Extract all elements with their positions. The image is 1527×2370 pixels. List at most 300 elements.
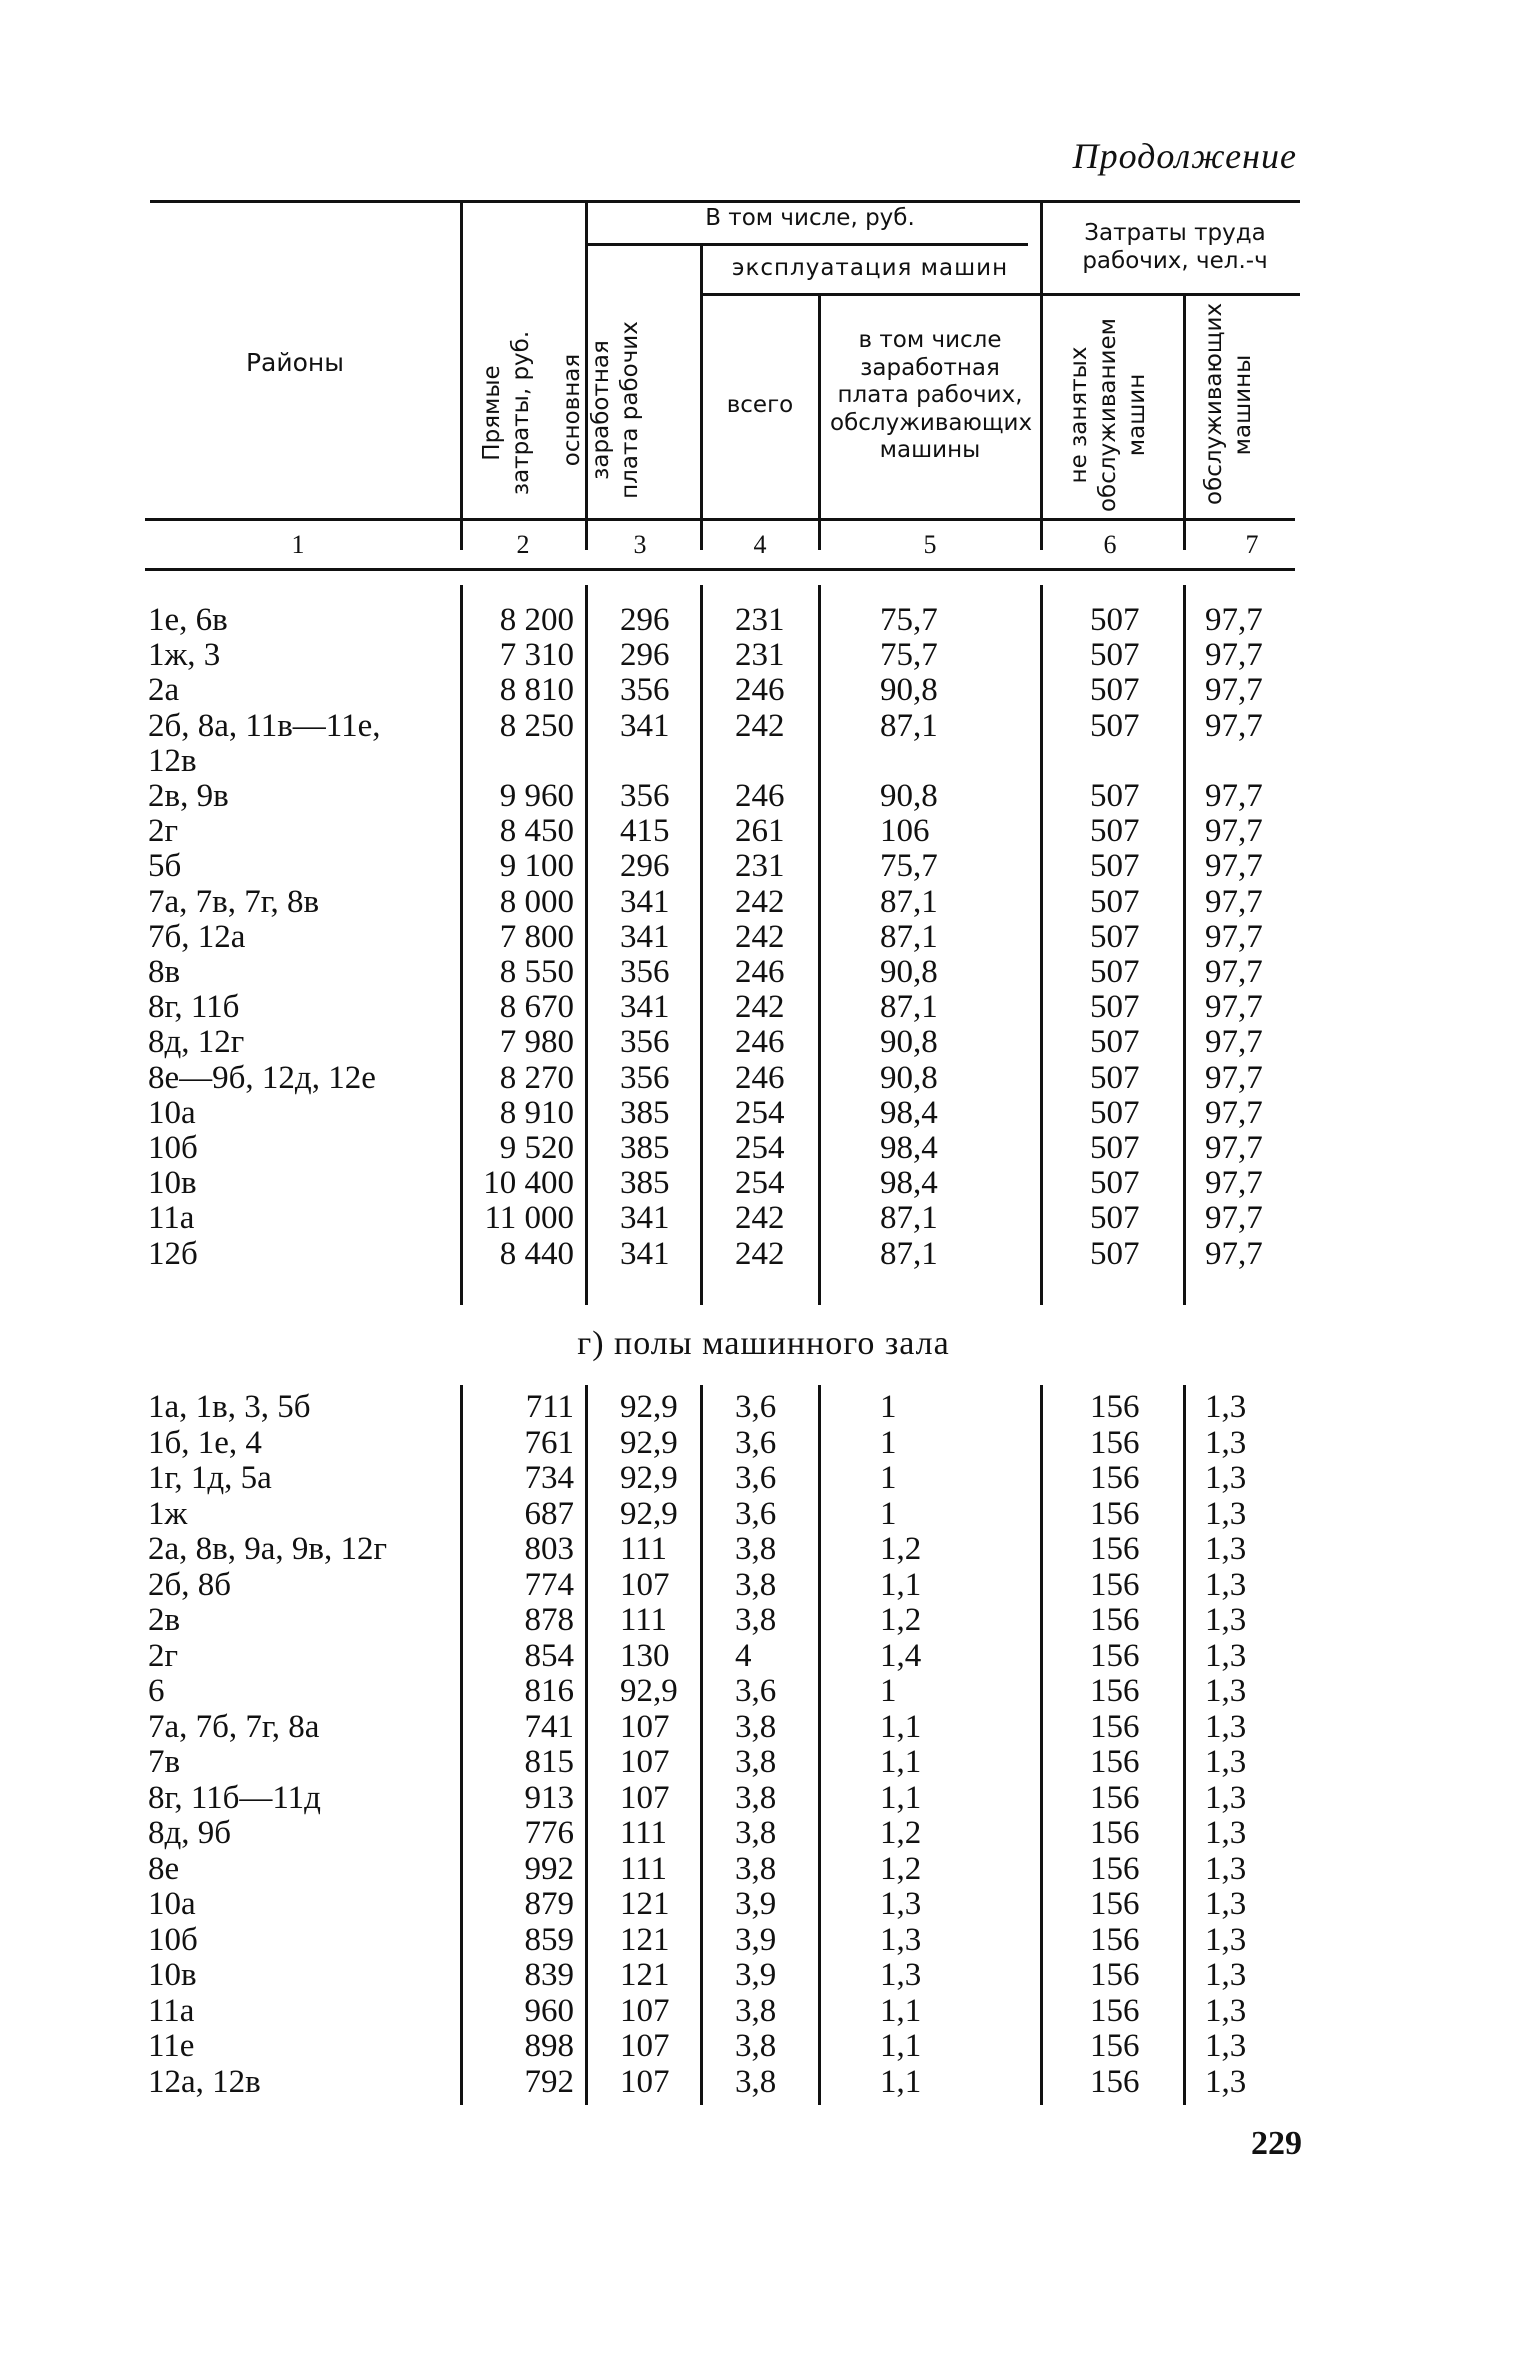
table-row [0, 779, 1527, 814]
header-labor-costs: Затраты труда рабочих, чел.-ч [1082, 220, 1268, 274]
cell-c2: 898 [524, 2028, 574, 2064]
cell-c6: 156 [1090, 1673, 1140, 1709]
cell-c5: 1,2 [880, 1531, 922, 1567]
cell-c5: 98,4 [880, 1094, 938, 1131]
cell-c4: 3,8 [735, 1602, 777, 1638]
cell-c5: 1,1 [880, 1744, 922, 1780]
cell-c7: 1,3 [1205, 1744, 1247, 1780]
cell-c2: 8 670 [499, 989, 574, 1026]
cell-c5: 1,1 [880, 1566, 922, 1603]
cell-c2: 8 450 [499, 813, 574, 850]
cell-c3: 341 [620, 918, 670, 955]
cell-c3: 107 [620, 1566, 670, 1603]
cell-c5: 87,1 [880, 707, 938, 744]
table-row [0, 1166, 1527, 1201]
cell-c7: 97,7 [1205, 778, 1263, 814]
cell-c5: 75,7 [880, 602, 938, 638]
cell-region: 2г [148, 1637, 179, 1674]
cell-c5: 90,8 [880, 778, 938, 814]
cell-c7: 1,3 [1205, 1460, 1247, 1496]
cell-region: 12а, 12в [148, 2063, 261, 2100]
cell-c4: 3,6 [735, 1495, 777, 1532]
cell-c2: 878 [524, 1602, 574, 1638]
cell-c2: 913 [524, 1779, 574, 1816]
cell-c5: 75,7 [880, 848, 938, 885]
cell-c7: 1,3 [1205, 1921, 1247, 1958]
cell-region: 2б, 8б [148, 1566, 232, 1603]
cell-c6: 156 [1090, 1815, 1140, 1851]
cell-c6: 507 [1090, 602, 1140, 638]
cell-c7: 1,3 [1205, 1602, 1247, 1638]
cell-c7: 97,7 [1205, 1165, 1263, 1202]
table-row [0, 1568, 1527, 1603]
page-number: 229 [1251, 2125, 1302, 2162]
cell-c2: 9 100 [499, 848, 574, 885]
table-row [0, 920, 1527, 955]
table-row [0, 1639, 1527, 1674]
table-row [0, 1497, 1527, 1532]
cell-c5: 1 [880, 1495, 897, 1532]
cell-c6: 507 [1090, 707, 1140, 744]
cell-c7: 1,3 [1205, 2028, 1247, 2064]
cell-c6: 156 [1090, 2063, 1140, 2100]
cell-c5: 1,1 [880, 1779, 922, 1816]
cell-region: 6 [148, 1673, 165, 1709]
cell-c5: 87,1 [880, 989, 938, 1026]
cell-c2: 8 200 [499, 602, 574, 638]
cell-c2: 803 [524, 1531, 574, 1567]
cell-region: 2г [148, 813, 179, 850]
table-row [0, 1958, 1527, 1993]
cell-c6: 507 [1090, 1094, 1140, 1131]
cell-c3: 121 [620, 1886, 670, 1922]
cell-c6: 507 [1090, 918, 1140, 955]
cell-c7: 1,3 [1205, 1957, 1247, 1993]
cell-c7: 1,3 [1205, 1815, 1247, 1851]
cell-c6: 507 [1090, 1024, 1140, 1061]
cell-c2: 7 980 [499, 1024, 574, 1061]
cell-c6: 156 [1090, 1992, 1140, 2029]
cell-c3: 111 [620, 1531, 668, 1567]
cell-c7: 97,7 [1205, 813, 1263, 850]
cell-c4: 3,6 [735, 1673, 777, 1709]
cell-c7: 1,3 [1205, 1495, 1247, 1532]
table-row [0, 1710, 1527, 1745]
cell-c5: 1 [880, 1424, 897, 1461]
cell-c3: 341 [620, 1235, 670, 1272]
cell-c4: 231 [735, 848, 785, 885]
table-row [0, 744, 1527, 779]
vrule-6 [1183, 293, 1186, 550]
cell-c4: 254 [735, 1130, 785, 1166]
cell-c2: 859 [524, 1921, 574, 1958]
cell-c5: 1,3 [880, 1886, 922, 1922]
cell-c3: 92,9 [620, 1389, 678, 1425]
cell-c2: 761 [524, 1424, 574, 1461]
cell-c2: 839 [524, 1957, 574, 1993]
cell-c2: 776 [524, 1815, 574, 1851]
cell-region: 2в, 9в [148, 778, 229, 814]
cell-c3: 296 [620, 637, 670, 674]
cell-c5: 1 [880, 1460, 897, 1496]
colnum-5: 5 [923, 530, 937, 559]
cell-c3: 92,9 [620, 1495, 678, 1532]
cell-c3: 341 [620, 989, 670, 1026]
cell-region: 8е [148, 1850, 180, 1887]
cell-c5: 90,8 [880, 672, 938, 709]
cell-c7: 97,7 [1205, 672, 1263, 709]
cell-region: 11е [148, 2028, 195, 2064]
header-top-rule [150, 200, 1300, 203]
cell-c5: 90,8 [880, 1059, 938, 1096]
cell-c3: 107 [620, 1779, 670, 1816]
cell-c7: 1,3 [1205, 1424, 1247, 1461]
cell-region: 1е, 6в [148, 602, 228, 638]
header-direct-costs: Прямые затраты, руб. [479, 330, 534, 496]
table-row [0, 1887, 1527, 1922]
continued-label: Продолжение [1072, 136, 1297, 176]
cell-c7: 1,3 [1205, 1992, 1247, 2029]
cell-c3: 356 [620, 1024, 670, 1061]
table-row [0, 1674, 1527, 1709]
cell-c7: 97,7 [1205, 707, 1263, 744]
table-row [0, 1390, 1527, 1425]
cell-c3: 111 [620, 1815, 668, 1851]
cell-c6: 507 [1090, 1200, 1140, 1237]
table-row [0, 990, 1527, 1025]
cell-c3: 130 [620, 1637, 670, 1674]
cell-c7: 97,7 [1205, 954, 1263, 990]
section-title-floors: г) полы машинного зала [577, 1325, 950, 1362]
cell-region: 7б, 12а [148, 918, 246, 955]
header-machine-operation: эксплуатация машин [731, 255, 1009, 281]
cell-c6: 156 [1090, 1779, 1140, 1816]
subheader-rule-2 [700, 293, 1300, 296]
cell-c6: 156 [1090, 1602, 1140, 1638]
header-machine-service: обслуживающих машины [1201, 302, 1256, 505]
cell-c4: 231 [735, 637, 785, 674]
colnum-2: 2 [516, 530, 530, 559]
cell-c7: 1,3 [1205, 1566, 1247, 1603]
cell-c4: 261 [735, 813, 785, 850]
cell-c4: 246 [735, 778, 785, 814]
cell-region: 7а, 7б, 7г, 8а [148, 1708, 320, 1745]
cell-c3: 296 [620, 602, 670, 638]
table-row [0, 2029, 1527, 2064]
cell-c7: 97,7 [1205, 1094, 1263, 1131]
colnum-3: 3 [633, 530, 647, 559]
cell-c7: 97,7 [1205, 989, 1263, 1026]
cell-c6: 507 [1090, 672, 1140, 709]
cell-c4: 3,8 [735, 1531, 777, 1567]
table-row [0, 638, 1527, 673]
cell-region: 2б, 8а, 11в—11е, [148, 707, 381, 744]
table-row [0, 2065, 1527, 2100]
cell-c3: 107 [620, 1992, 670, 2029]
table-row [0, 709, 1527, 744]
cell-c7: 97,7 [1205, 1200, 1263, 1237]
cell-c4: 246 [735, 1059, 785, 1096]
cell-region: 7в [148, 1744, 181, 1780]
cell-c7: 1,3 [1205, 1389, 1247, 1425]
cell-c4: 242 [735, 1235, 785, 1272]
cell-region: 10а [148, 1886, 196, 1922]
cell-c2: 8 250 [499, 707, 574, 744]
cell-c4: 3,9 [735, 1921, 777, 1958]
cell-region: 1г, 1д, 5а [148, 1460, 272, 1496]
cell-c6: 156 [1090, 1850, 1140, 1887]
cell-c3: 107 [620, 2063, 670, 2100]
cell-c3: 356 [620, 672, 670, 709]
cell-region: 8е—9б, 12д, 12е [148, 1059, 376, 1096]
table-row [0, 1745, 1527, 1780]
cell-c7: 1,3 [1205, 1673, 1247, 1709]
cell-c2: 687 [524, 1495, 574, 1532]
cell-c6: 156 [1090, 1460, 1140, 1496]
colnum-6: 6 [1103, 530, 1117, 559]
cell-c4: 254 [735, 1094, 785, 1131]
cell-c3: 296 [620, 848, 670, 885]
cell-c3: 121 [620, 1957, 670, 1993]
cell-region: 10а [148, 1094, 196, 1131]
cell-c5: 1,2 [880, 1850, 922, 1887]
vrule-4 [818, 293, 821, 550]
cell-c3: 107 [620, 1708, 670, 1745]
cell-c7: 97,7 [1205, 848, 1263, 885]
header-not-machine-service: не занятых обслуживанием машин [1066, 317, 1150, 513]
cell-c2: 734 [524, 1460, 574, 1496]
cell-c7: 97,7 [1205, 1235, 1263, 1272]
cell-c6: 156 [1090, 1566, 1140, 1603]
cell-c5: 1,2 [880, 1602, 922, 1638]
cell-region: 8г, 11б [148, 989, 240, 1026]
cell-c4: 3,6 [735, 1389, 777, 1425]
cell-c4: 3,8 [735, 2063, 777, 2100]
cell-c2: 8 000 [499, 883, 574, 920]
cell-c3: 92,9 [620, 1460, 678, 1496]
table-row [0, 1852, 1527, 1887]
vrule-1 [460, 200, 463, 550]
cell-c2: 8 550 [499, 954, 574, 990]
cell-c4: 254 [735, 1165, 785, 1202]
cell-c6: 156 [1090, 1744, 1140, 1780]
cell-c2: 8 440 [499, 1235, 574, 1272]
cell-c3: 356 [620, 778, 670, 814]
cell-region: 8в [148, 954, 181, 990]
table-row [0, 1603, 1527, 1638]
cell-c4: 3,8 [735, 1708, 777, 1745]
cell-c5: 87,1 [880, 918, 938, 955]
cell-c4: 246 [735, 672, 785, 709]
cell-c2: 11 000 [484, 1200, 574, 1237]
cell-c4: 4 [735, 1637, 752, 1674]
cell-c3: 341 [620, 1200, 670, 1237]
vrule-5 [1040, 200, 1043, 550]
cell-c5: 90,8 [880, 1024, 938, 1061]
colnum-bottom-rule [145, 568, 1295, 571]
header-including-rub: В том числе, руб. [705, 205, 915, 231]
cell-c6: 507 [1090, 1235, 1140, 1272]
header-total: всего [726, 392, 794, 418]
cell-region: 2а [148, 672, 180, 709]
cell-c2: 7 310 [499, 637, 574, 674]
cell-c7: 97,7 [1205, 1130, 1263, 1166]
cell-c6: 156 [1090, 1957, 1140, 1993]
cell-c2: 9 960 [499, 778, 574, 814]
cell-region: 12б [148, 1235, 198, 1272]
colnum-7: 7 [1245, 530, 1259, 559]
cell-c4: 231 [735, 602, 785, 638]
cell-region: 8д, 12г [148, 1024, 245, 1061]
cell-c4: 242 [735, 1200, 785, 1237]
cell-region: 12в [148, 742, 197, 779]
cell-c2: 816 [524, 1673, 574, 1709]
table-row [0, 1061, 1527, 1096]
cell-c3: 356 [620, 1059, 670, 1096]
cell-region: 5б [148, 848, 182, 885]
table-row [0, 1237, 1527, 1272]
cell-c7: 97,7 [1205, 1024, 1263, 1061]
cell-region: 8г, 11б—11д [148, 1779, 321, 1816]
cell-c7: 1,3 [1205, 1886, 1247, 1922]
cell-c5: 106 [880, 813, 930, 850]
cell-c6: 507 [1090, 848, 1140, 885]
cell-c4: 3,9 [735, 1886, 777, 1922]
cell-c4: 3,8 [735, 1815, 777, 1851]
cell-c3: 385 [620, 1094, 670, 1131]
table-row [0, 1025, 1527, 1060]
cell-c5: 87,1 [880, 1235, 938, 1272]
cell-c4: 3,6 [735, 1424, 777, 1461]
header-base-wage: основная заработная плата рабочих [559, 321, 643, 499]
table-row [0, 814, 1527, 849]
cell-c5: 87,1 [880, 883, 938, 920]
cell-c2: 711 [525, 1389, 574, 1425]
cell-c6: 156 [1090, 1495, 1140, 1532]
cell-c5: 75,7 [880, 637, 938, 674]
cell-c7: 1,3 [1205, 1637, 1247, 1674]
cell-c3: 107 [620, 2028, 670, 2064]
cell-c4: 242 [735, 989, 785, 1026]
table-row [0, 1923, 1527, 1958]
cell-c7: 97,7 [1205, 918, 1263, 955]
table-row [0, 955, 1527, 990]
table-row [0, 1781, 1527, 1816]
table-row [0, 1201, 1527, 1236]
cell-c5: 98,4 [880, 1130, 938, 1166]
cell-c7: 97,7 [1205, 637, 1263, 674]
cell-c2: 774 [524, 1566, 574, 1603]
table-row [0, 1096, 1527, 1131]
cell-region: 10б [148, 1130, 198, 1166]
cell-c6: 507 [1090, 778, 1140, 814]
cell-c6: 156 [1090, 2028, 1140, 2064]
cell-c4: 3,8 [735, 2028, 777, 2064]
header-regions: Районы [245, 348, 345, 377]
cell-c3: 341 [620, 707, 670, 744]
cell-c7: 97,7 [1205, 602, 1263, 638]
cell-c5: 87,1 [880, 1200, 938, 1237]
cell-region: 11а [148, 1200, 195, 1237]
cell-c2: 879 [524, 1886, 574, 1922]
cell-region: 1ж [148, 1495, 188, 1532]
cell-c5: 1,1 [880, 2063, 922, 2100]
table-row [0, 885, 1527, 920]
cell-c7: 1,3 [1205, 2063, 1247, 2100]
cell-c5: 1,1 [880, 1708, 922, 1745]
cell-c4: 246 [735, 954, 785, 990]
cell-c2: 8 810 [499, 672, 574, 709]
cell-c3: 415 [620, 813, 670, 850]
cell-c2: 815 [524, 1744, 574, 1780]
table-row [0, 1426, 1527, 1461]
table-row [0, 1131, 1527, 1166]
cell-c3: 111 [620, 1850, 668, 1887]
table-row [0, 673, 1527, 708]
cell-c3: 92,9 [620, 1673, 678, 1709]
cell-c2: 8 910 [499, 1094, 574, 1131]
cell-c4: 242 [735, 883, 785, 920]
cell-c5: 1,1 [880, 1992, 922, 2029]
cell-c5: 98,4 [880, 1165, 938, 1202]
cell-c7: 1,3 [1205, 1850, 1247, 1887]
cell-c4: 3,8 [735, 1566, 777, 1603]
cell-c6: 507 [1090, 1165, 1140, 1202]
cell-c5: 1 [880, 1673, 897, 1709]
cell-c5: 90,8 [880, 954, 938, 990]
cell-c3: 356 [620, 954, 670, 990]
cell-region: 2а, 8в, 9а, 9в, 12г [148, 1531, 387, 1567]
table-row [0, 1994, 1527, 2029]
cell-c6: 156 [1090, 1389, 1140, 1425]
cell-c3: 92,9 [620, 1424, 678, 1461]
cell-c2: 8 270 [499, 1059, 574, 1096]
table-row [0, 1532, 1527, 1567]
cell-c6: 507 [1090, 1130, 1140, 1166]
cell-c5: 1 [880, 1389, 897, 1425]
cell-c2: 7 800 [499, 918, 574, 955]
cell-c6: 507 [1090, 954, 1140, 990]
cell-c3: 385 [620, 1165, 670, 1202]
cell-c4: 3,8 [735, 1779, 777, 1816]
cell-region: 11а [148, 1992, 195, 2029]
cell-c6: 156 [1090, 1886, 1140, 1922]
cell-c2: 792 [524, 2063, 574, 2100]
cell-c6: 156 [1090, 1921, 1140, 1958]
cell-c4: 3,6 [735, 1460, 777, 1496]
cell-c5: 1,3 [880, 1957, 922, 1993]
cell-c5: 1,2 [880, 1815, 922, 1851]
cell-region: 10в [148, 1957, 197, 1993]
cell-c7: 1,3 [1205, 1779, 1247, 1816]
colnum-4: 4 [753, 530, 767, 559]
cell-c6: 156 [1090, 1708, 1140, 1745]
cell-c5: 1,1 [880, 2028, 922, 2064]
table-row [0, 849, 1527, 884]
cell-c3: 107 [620, 1744, 670, 1780]
cell-c4: 3,8 [735, 1850, 777, 1887]
cell-c6: 507 [1090, 1059, 1140, 1096]
cell-c4: 246 [735, 1024, 785, 1061]
cell-c3: 121 [620, 1921, 670, 1958]
cell-region: 8д, 9б [148, 1815, 232, 1851]
cell-region: 1б, 1е, 4 [148, 1424, 262, 1461]
cell-region: 2в [148, 1602, 181, 1638]
cell-c2: 10 400 [483, 1165, 574, 1202]
cell-c4: 3,9 [735, 1957, 777, 1993]
cell-c4: 242 [735, 918, 785, 955]
cell-c3: 111 [620, 1602, 668, 1638]
